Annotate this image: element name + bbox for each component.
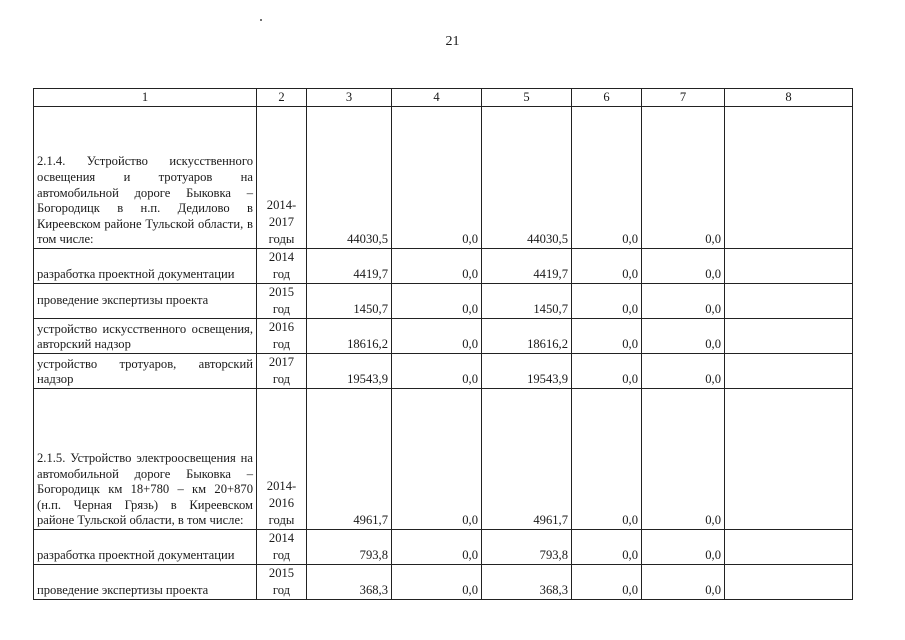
value-cell: 4961,7 (307, 389, 392, 530)
header-cell: 7 (642, 89, 725, 107)
value-cell: 0,0 (392, 249, 482, 284)
table-row (34, 389, 853, 530)
value-cell (725, 107, 853, 249)
value-cell: 0,0 (572, 107, 642, 249)
period-cell: 2015 год (257, 284, 307, 319)
table-row (34, 107, 853, 249)
value-cell: 4961,7 (482, 389, 572, 530)
value-cell: 0,0 (572, 389, 642, 530)
table-row (34, 530, 853, 565)
table-row (34, 565, 853, 600)
value-cell: 0,0 (572, 354, 642, 389)
value-cell: 44030,5 (307, 107, 392, 249)
value-cell: 0,0 (392, 389, 482, 530)
value-cell: 0,0 (392, 284, 482, 319)
value-cell: 0,0 (642, 284, 725, 319)
value-cell: 1450,7 (307, 284, 392, 319)
value-cell: 0,0 (642, 319, 725, 354)
period-cell: 2014-2017 годы (257, 107, 307, 249)
value-cell: 0,0 (642, 354, 725, 389)
period-cell: 2016 год (257, 319, 307, 354)
header-row (34, 89, 853, 107)
value-cell: 19543,9 (307, 354, 392, 389)
value-cell: 44030,5 (482, 107, 572, 249)
value-cell: 4419,7 (307, 249, 392, 284)
value-cell: 18616,2 (482, 319, 572, 354)
value-cell: 0,0 (572, 249, 642, 284)
page-number: 21 (445, 34, 460, 49)
value-cell: 4419,7 (482, 249, 572, 284)
value-cell (725, 249, 853, 284)
period-cell: 2014 год (257, 530, 307, 565)
description-cell: 2.1.5. Устройство электроосвещения на автомобильной дороге Быковка – Богородицк км 18+780 – км 20+870 (н.п. Черная Грязь) в Киреевском районе Тульской области, в том числе: (34, 389, 257, 530)
value-cell: 0,0 (642, 389, 725, 530)
header-cell: 1 (34, 89, 257, 107)
value-cell: 18616,2 (307, 319, 392, 354)
header-cell: 3 (307, 89, 392, 107)
description-cell: разработка проектной документации (34, 249, 257, 284)
table-row (34, 284, 853, 319)
value-cell: 0,0 (392, 354, 482, 389)
description-cell: проведение экспертизы проекта (34, 284, 257, 319)
value-cell: 0,0 (572, 565, 642, 600)
value-cell: 0,0 (572, 319, 642, 354)
value-cell (725, 530, 853, 565)
description-cell: устройство тротуаров, авторский надзор (34, 354, 257, 389)
scan-speck (260, 19, 262, 21)
value-cell: 0,0 (572, 530, 642, 565)
value-cell: 793,8 (307, 530, 392, 565)
value-cell: 793,8 (482, 530, 572, 565)
value-cell (725, 354, 853, 389)
value-cell: 0,0 (392, 565, 482, 600)
value-cell: 19543,9 (482, 354, 572, 389)
period-cell: 2017 год (257, 354, 307, 389)
value-cell: 0,0 (392, 107, 482, 249)
value-cell (725, 565, 853, 600)
header-cell: 8 (725, 89, 853, 107)
description-cell: устройство искусственного освещения, авторский надзор (34, 319, 257, 354)
value-cell (725, 389, 853, 530)
header-cell: 2 (257, 89, 307, 107)
value-cell: 368,3 (307, 565, 392, 600)
description-cell: проведение экспертизы проекта (34, 565, 257, 600)
header-cell: 4 (392, 89, 482, 107)
value-cell: 1450,7 (482, 284, 572, 319)
table-row (34, 249, 853, 284)
description-cell: 2.1.4. Устройство искусственного освещения и тротуаров на автомобильной дороге Быковка – Богородицк в н.п. Дедилово в Киреевском районе Тульской области, в том числе: (34, 107, 257, 249)
value-cell: 0,0 (642, 107, 725, 249)
value-cell: 0,0 (642, 530, 725, 565)
table-row (34, 354, 853, 389)
value-cell (725, 319, 853, 354)
header-cell: 5 (482, 89, 572, 107)
value-cell: 0,0 (572, 284, 642, 319)
period-cell: 2015 год (257, 565, 307, 600)
value-cell: 0,0 (392, 530, 482, 565)
table-row (34, 319, 853, 354)
value-cell (725, 284, 853, 319)
value-cell: 0,0 (642, 565, 725, 600)
description-cell: разработка проектной документации (34, 530, 257, 565)
period-cell: 2014 год (257, 249, 307, 284)
value-cell: 0,0 (642, 249, 725, 284)
period-cell: 2014-2016 годы (257, 389, 307, 530)
value-cell: 0,0 (392, 319, 482, 354)
header-cell: 6 (572, 89, 642, 107)
budget-table (33, 88, 853, 600)
value-cell: 368,3 (482, 565, 572, 600)
